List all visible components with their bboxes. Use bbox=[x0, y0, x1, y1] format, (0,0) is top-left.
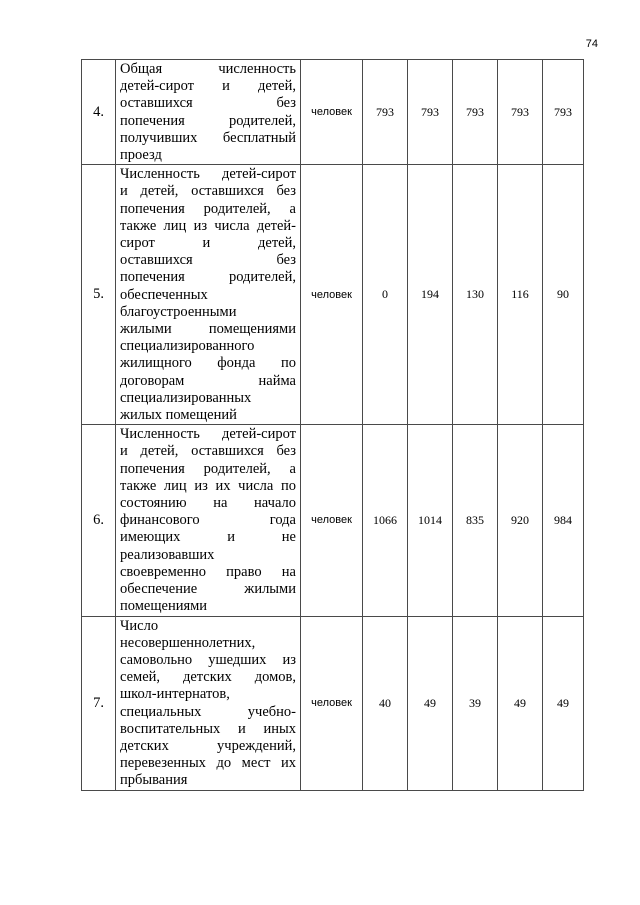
indicator-name-line: сирот и детей, bbox=[120, 235, 296, 252]
indicator-name-line: договорам найма bbox=[120, 372, 296, 389]
indicator-name-line: жилых помещений bbox=[120, 407, 237, 424]
indicator-name-line: перевезенных до мест их bbox=[120, 755, 296, 772]
value-cell: 49 bbox=[408, 616, 453, 790]
indicator-name-line: Число bbox=[120, 617, 159, 634]
indicator-name-line: попечения родителей, bbox=[120, 269, 296, 286]
unit-cell: человек bbox=[301, 60, 363, 165]
indicator-name-line: проезд bbox=[120, 147, 162, 164]
value-cell: 835 bbox=[453, 425, 498, 616]
indicator-name-line: попечения родителей, а bbox=[120, 200, 296, 217]
value-cell: 130 bbox=[453, 165, 498, 425]
indicator-name bbox=[116, 60, 301, 165]
indicator-name-line: жилыми помещениями bbox=[120, 321, 296, 338]
indicator-name-line: также лиц из числа детей- bbox=[120, 217, 296, 234]
indicators-table-body bbox=[82, 60, 584, 791]
indicator-name-line: попечения родителей, bbox=[120, 112, 296, 129]
indicator-name bbox=[116, 425, 301, 616]
indicator-name-line: воспитательных и иных bbox=[120, 720, 296, 737]
indicator-name-line: жилищного фонда по bbox=[120, 355, 296, 372]
value-cell: 116 bbox=[498, 165, 543, 425]
value-cell: 39 bbox=[453, 616, 498, 790]
unit-cell: человек bbox=[301, 616, 363, 790]
row-number: 4. bbox=[82, 60, 116, 165]
table-row bbox=[82, 425, 584, 616]
indicator-name-line: и детей, оставшихся без bbox=[120, 443, 296, 460]
table-row bbox=[82, 60, 584, 165]
indicator-name-line: оставшихся без bbox=[120, 252, 296, 269]
indicator-name-line: Численность детей-сирот bbox=[120, 166, 296, 183]
table-row bbox=[82, 165, 584, 425]
indicator-name-line: своевременно право на bbox=[120, 563, 296, 580]
indicator-name-line: попечения родителей, а bbox=[120, 460, 296, 477]
indicator-name-line: самовольно ушедших из bbox=[120, 651, 296, 668]
indicator-name-line: детей-сирот и детей, bbox=[120, 78, 296, 95]
row-number: 5. bbox=[82, 165, 116, 425]
indicator-name-line: благоустроенными bbox=[120, 303, 237, 320]
indicator-name-line: прбывания bbox=[120, 772, 188, 789]
value-cell: 49 bbox=[498, 616, 543, 790]
value-cell: 40 bbox=[363, 616, 408, 790]
value-cell: 49 bbox=[543, 616, 584, 790]
indicator-name-line: состоянию на начало bbox=[120, 495, 296, 512]
indicator-name-line: школ-интернатов, bbox=[120, 686, 230, 703]
value-cell: 793 bbox=[543, 60, 584, 165]
row-number: 6. bbox=[82, 425, 116, 616]
indicator-name-line: детских учреждений, bbox=[120, 737, 296, 754]
value-cell: 194 bbox=[408, 165, 453, 425]
page-number: 74 bbox=[585, 38, 598, 50]
value-cell: 1066 bbox=[363, 425, 408, 616]
value-cell: 90 bbox=[543, 165, 584, 425]
indicator-name-line: финансового года bbox=[120, 512, 296, 529]
indicator-name-line: имеющих и не bbox=[120, 529, 296, 546]
table-row bbox=[82, 616, 584, 790]
indicator-name-line: оставшихся без bbox=[120, 95, 296, 112]
indicators-table bbox=[81, 59, 584, 791]
indicator-name bbox=[116, 165, 301, 425]
indicator-name-line: обеспечение жилыми bbox=[120, 581, 296, 598]
indicator-name-line: обеспеченных bbox=[120, 286, 208, 303]
indicator-name-line: Общая численность bbox=[120, 61, 296, 77]
indicator-name-line: реализовавших bbox=[120, 546, 215, 563]
indicator-name-line: также лиц из их числа по bbox=[120, 477, 296, 494]
unit-cell: человек bbox=[301, 165, 363, 425]
indicator-name-line: несовершеннолетних, bbox=[120, 634, 256, 651]
value-cell: 793 bbox=[498, 60, 543, 165]
indicator-name-line: специальных учебно- bbox=[120, 703, 296, 720]
indicator-name-line: специализированного bbox=[120, 338, 255, 355]
indicator-name-line: и детей, оставшихся без bbox=[120, 183, 296, 200]
indicator-name-line: помещениями bbox=[120, 598, 208, 615]
value-cell: 1014 bbox=[408, 425, 453, 616]
value-cell: 920 bbox=[498, 425, 543, 616]
indicator-name-line: Численность детей-сирот bbox=[120, 426, 296, 443]
value-cell: 984 bbox=[543, 425, 584, 616]
value-cell: 0 bbox=[363, 165, 408, 425]
row-number: 7. bbox=[82, 616, 116, 790]
value-cell: 793 bbox=[363, 60, 408, 165]
value-cell: 793 bbox=[453, 60, 498, 165]
indicator-name-line: специализированных bbox=[120, 389, 252, 406]
value-cell: 793 bbox=[408, 60, 453, 165]
indicator-name-line: получивших бесплатный bbox=[120, 129, 296, 146]
indicator-name-line: семей, детских домов, bbox=[120, 669, 296, 686]
unit-cell: человек bbox=[301, 425, 363, 616]
indicator-name bbox=[116, 616, 301, 790]
